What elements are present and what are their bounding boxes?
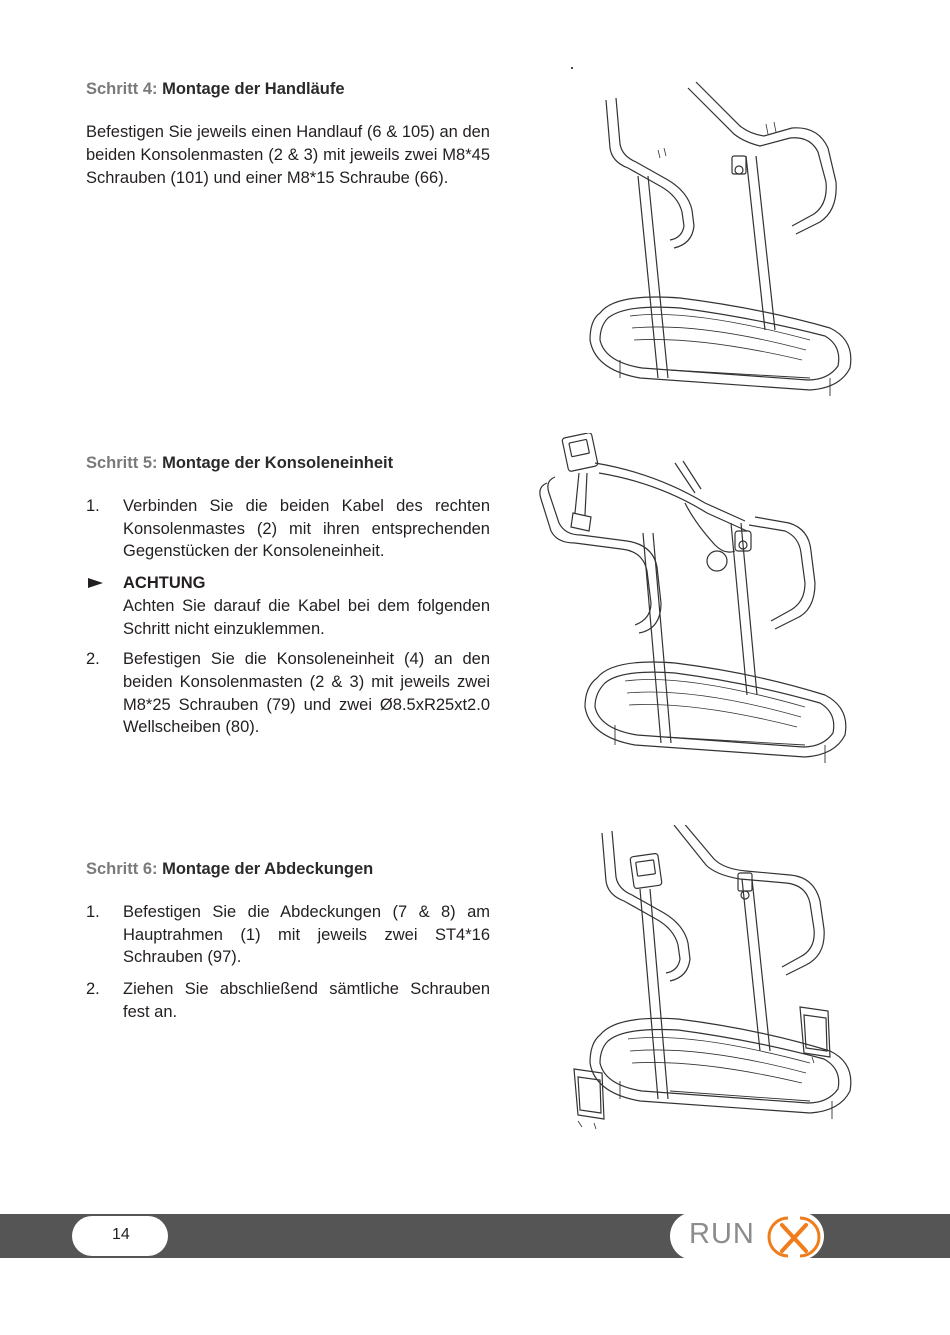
- list-text: Ziehen Sie abschließend sämtliche Schrauben fest an.: [123, 980, 490, 1021]
- list-text: Befestigen Sie die Abdeckungen (7 & 8) am Hauptrahmen (1) mit jeweils zwei ST4*16 Schrauben (97).: [123, 903, 490, 967]
- step-6-list: [86, 901, 490, 1024]
- step-5-heading: [86, 453, 490, 473]
- step-4: [86, 79, 490, 190]
- treadmill-assembly-illustration: [535, 433, 865, 783]
- list-item: [86, 901, 490, 969]
- step-6-heading: [86, 859, 490, 879]
- step-5-prefix: Schritt 5:: [86, 454, 158, 472]
- step-5: [86, 453, 490, 748]
- list-text: Befestigen Sie die Konsoleneinheit (4) an den beiden Konsolenmasten (2 & 3) mit jeweils zwei M8*25 Schrauben (79) und zwei Ø8.5xR25xt2.0 Wellscheiben (80).: [123, 650, 490, 737]
- step-5-list: [86, 495, 490, 739]
- treadmill-assembly-illustration: [570, 78, 870, 418]
- warning-title: ACHTUNG: [123, 574, 206, 593]
- step-4-title: Montage der Handläufe: [162, 80, 345, 98]
- list-item: [86, 978, 490, 1023]
- list-number: 2.: [86, 980, 100, 999]
- list-item: [86, 495, 490, 563]
- treadmill-assembly-illustration: [560, 825, 870, 1145]
- step-6-prefix: Schritt 6:: [86, 860, 158, 878]
- logo-text: RUN: [689, 1218, 755, 1250]
- warning-text: Achten Sie darauf die Kabel bei dem folgenden Schritt nicht einzuklemmen.: [123, 596, 490, 638]
- step-5-title: Montage der Konsoleneinheit: [162, 454, 394, 472]
- page-number: 14: [112, 1226, 130, 1243]
- list-item: [86, 648, 490, 739]
- list-number: 1.: [86, 497, 100, 515]
- list-text: Verbinden Sie die beiden Kabel des rechten Konsolenmastes (2) mit ihren entsprechenden Gegenstücken der Konsoleneinheit.: [123, 497, 490, 561]
- step-4-body: Befestigen Sie jeweils einen Handlauf (6 & 105) an den beiden Konsolenmasten (2 & 3) mit jeweils zwei M8*45 Schrauben (101) und einer M8*15 Schraube (66).: [86, 123, 490, 187]
- step-6: [86, 859, 490, 1033]
- list-number: 2.: [86, 650, 100, 669]
- warning-arrow-icon: [88, 578, 103, 588]
- list-number: 1.: [86, 903, 100, 921]
- warning-note: [86, 572, 490, 640]
- step-6-title: Montage der Abdeckungen: [162, 860, 374, 878]
- step-4-heading: [86, 79, 490, 99]
- stray-mark: [571, 67, 573, 69]
- step-4-prefix: Schritt 4:: [86, 80, 158, 98]
- logo-x-icon: [766, 1215, 822, 1259]
